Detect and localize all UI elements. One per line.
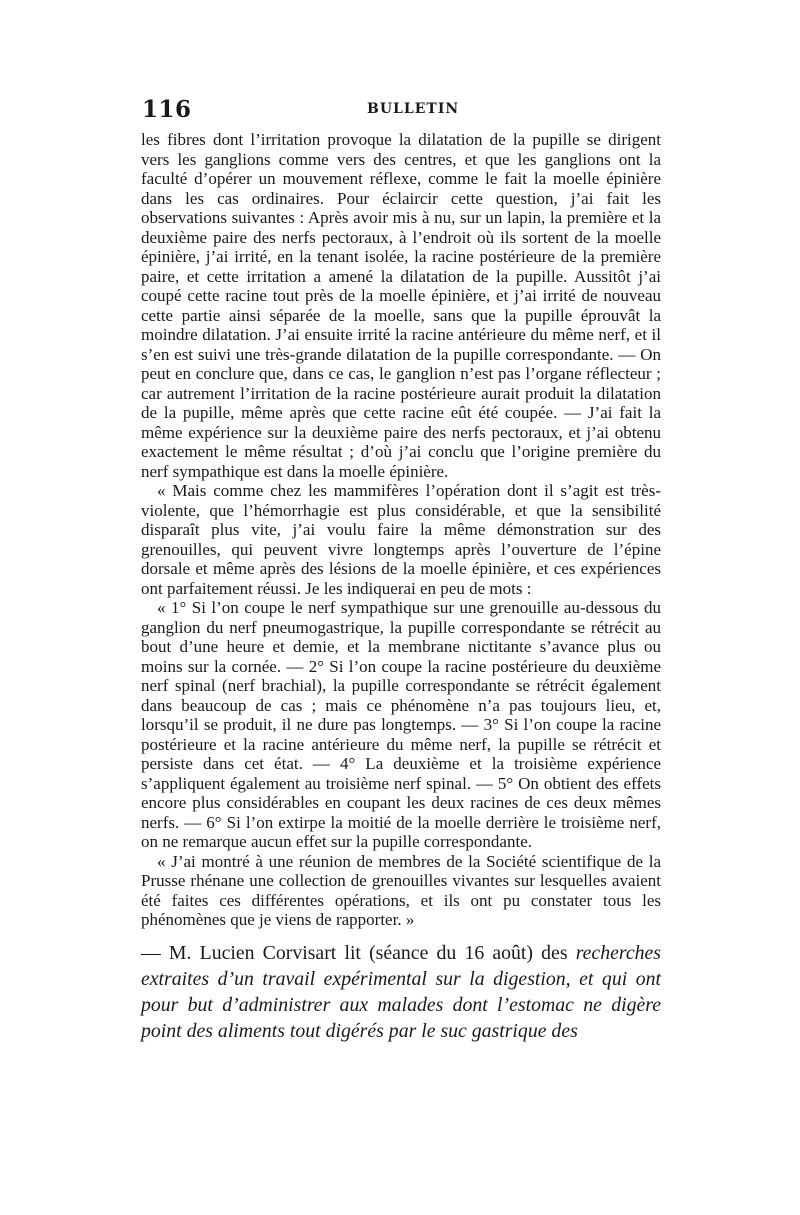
corvisart-title-italic: recherches extraites d’un travail expérimental sur la digestion, et qui ont pour but d’administrer aux malades dont l’estomac ne digère point des aliments tout digérés par le suc gastrique des — [141, 941, 661, 1042]
running-head: BULLETIN — [367, 101, 460, 117]
paragraph-3: « 1° Si l’on coupe le nerf sympathique sur une grenouille au-dessous du ganglion du nerf pneumogastrique, la pupille correspondante se rétrécit au bout d’une heure et demie, et la membrane nictitante s’avance plus ou moins sur la cornée. — 2° Si l’on coupe la racine postérieure du deuxième nerf spinal (nerf brachial), la pupille correspondante se rétrécit également dans beaucoup de cas ; mais ce phénomène n’a pas toujours lieu, et, lorsqu’il se produit, il ne dure pas longtemps. — 3° Si l’on coupe la racine postérieure et la racine antérieure du même nerf, la pupille se rétrécit et persiste dans cet état. — 4° La deuxième et la troisième expérience s’appliquent également au troisième nerf spinal. — 5° On obtient des effets encore plus considérables en coupant les deux racines de ces deux mêmes nerfs. — 6° Si l’on extirpe la moitié de la moelle derrière le troisième nerf, on ne remarque aucun effet sur la pupille correspondante. — [141, 598, 661, 851]
paragraph-corvisart — [141, 940, 661, 1044]
page-number: 116 — [142, 96, 192, 123]
paragraph-4: « J’ai montré à une réunion de membres de la Société scientifique de la Prusse rhénane une collection de grenouilles vivantes sur lesquelles avaient été faites ces différentes opérations, et ils ont pu constater tous les phénomènes que je viens de rapporter. » — [141, 851, 661, 929]
paragraph-1: les fibres dont l’irritation provoque la dilatation de la pupille se dirigent vers les ganglions comme vers des centres, et que les ganglions ont la faculté d’opérer un mouvement réflexe, comme le fait la moelle épinière dans les cas ordinaires. Pour éclaircir cette question, j’ai fait les observations suivantes : Après avoir mis à nu, sur un lapin, la première et la deuxième paire des nerfs pectoraux, à l’endroit où ils sortent de la moelle épinière, j’ai irrité, en la tenant isolée, la racine postérieure de la première paire, et cette irritation a amené la dilatation de la pupille. Aussitôt j’ai coupé cette racine tout près de la moelle épinière, et j’ai irrité de nouveau cette partie ainsi séparée de la moelle, sans que la pupille éprouvât la moindre dilatation. J’ai ensuite irrité la racine antérieure du même nerf, et il s’en est suivi une très-grande dilatation de la pupille correspondante. — On peut en conclure que, dans ce cas, le ganglion n’est pas l’organe réflecteur ; car autrement l’irritation de la racine postérieure aurait produit la dilatation de la pupille, même après que cette racine eût été coupée. — J’ai fait la même expérience sur la deuxième paire des nerfs pectoraux, et j’ai obtenu exactement le même résultat ; d’où j’ai conclu que l’origine première du nerf sympathique est dans la moelle épinière. — [141, 130, 661, 481]
corvisart-lead: — M. Lucien Corvisart lit (séance du 16 août) des — [141, 941, 576, 964]
paragraph-2: « Mais comme chez les mammifères l’opération dont il s’agit est très-violente, que l’hémorrhagie est plus considérable, et que la sensibilité disparaît plus vite, j’ai voulu faire la même démonstration sur des grenouilles, qui peuvent vivre longtemps après l’ouverture de l’épine dorsale et même après des lésions de la moelle épinière, et ces expériences ont parfaitement réussi. Je les indiquerai en peu de mots : — [141, 481, 661, 598]
page-header — [142, 96, 662, 126]
body-text — [141, 130, 661, 1044]
